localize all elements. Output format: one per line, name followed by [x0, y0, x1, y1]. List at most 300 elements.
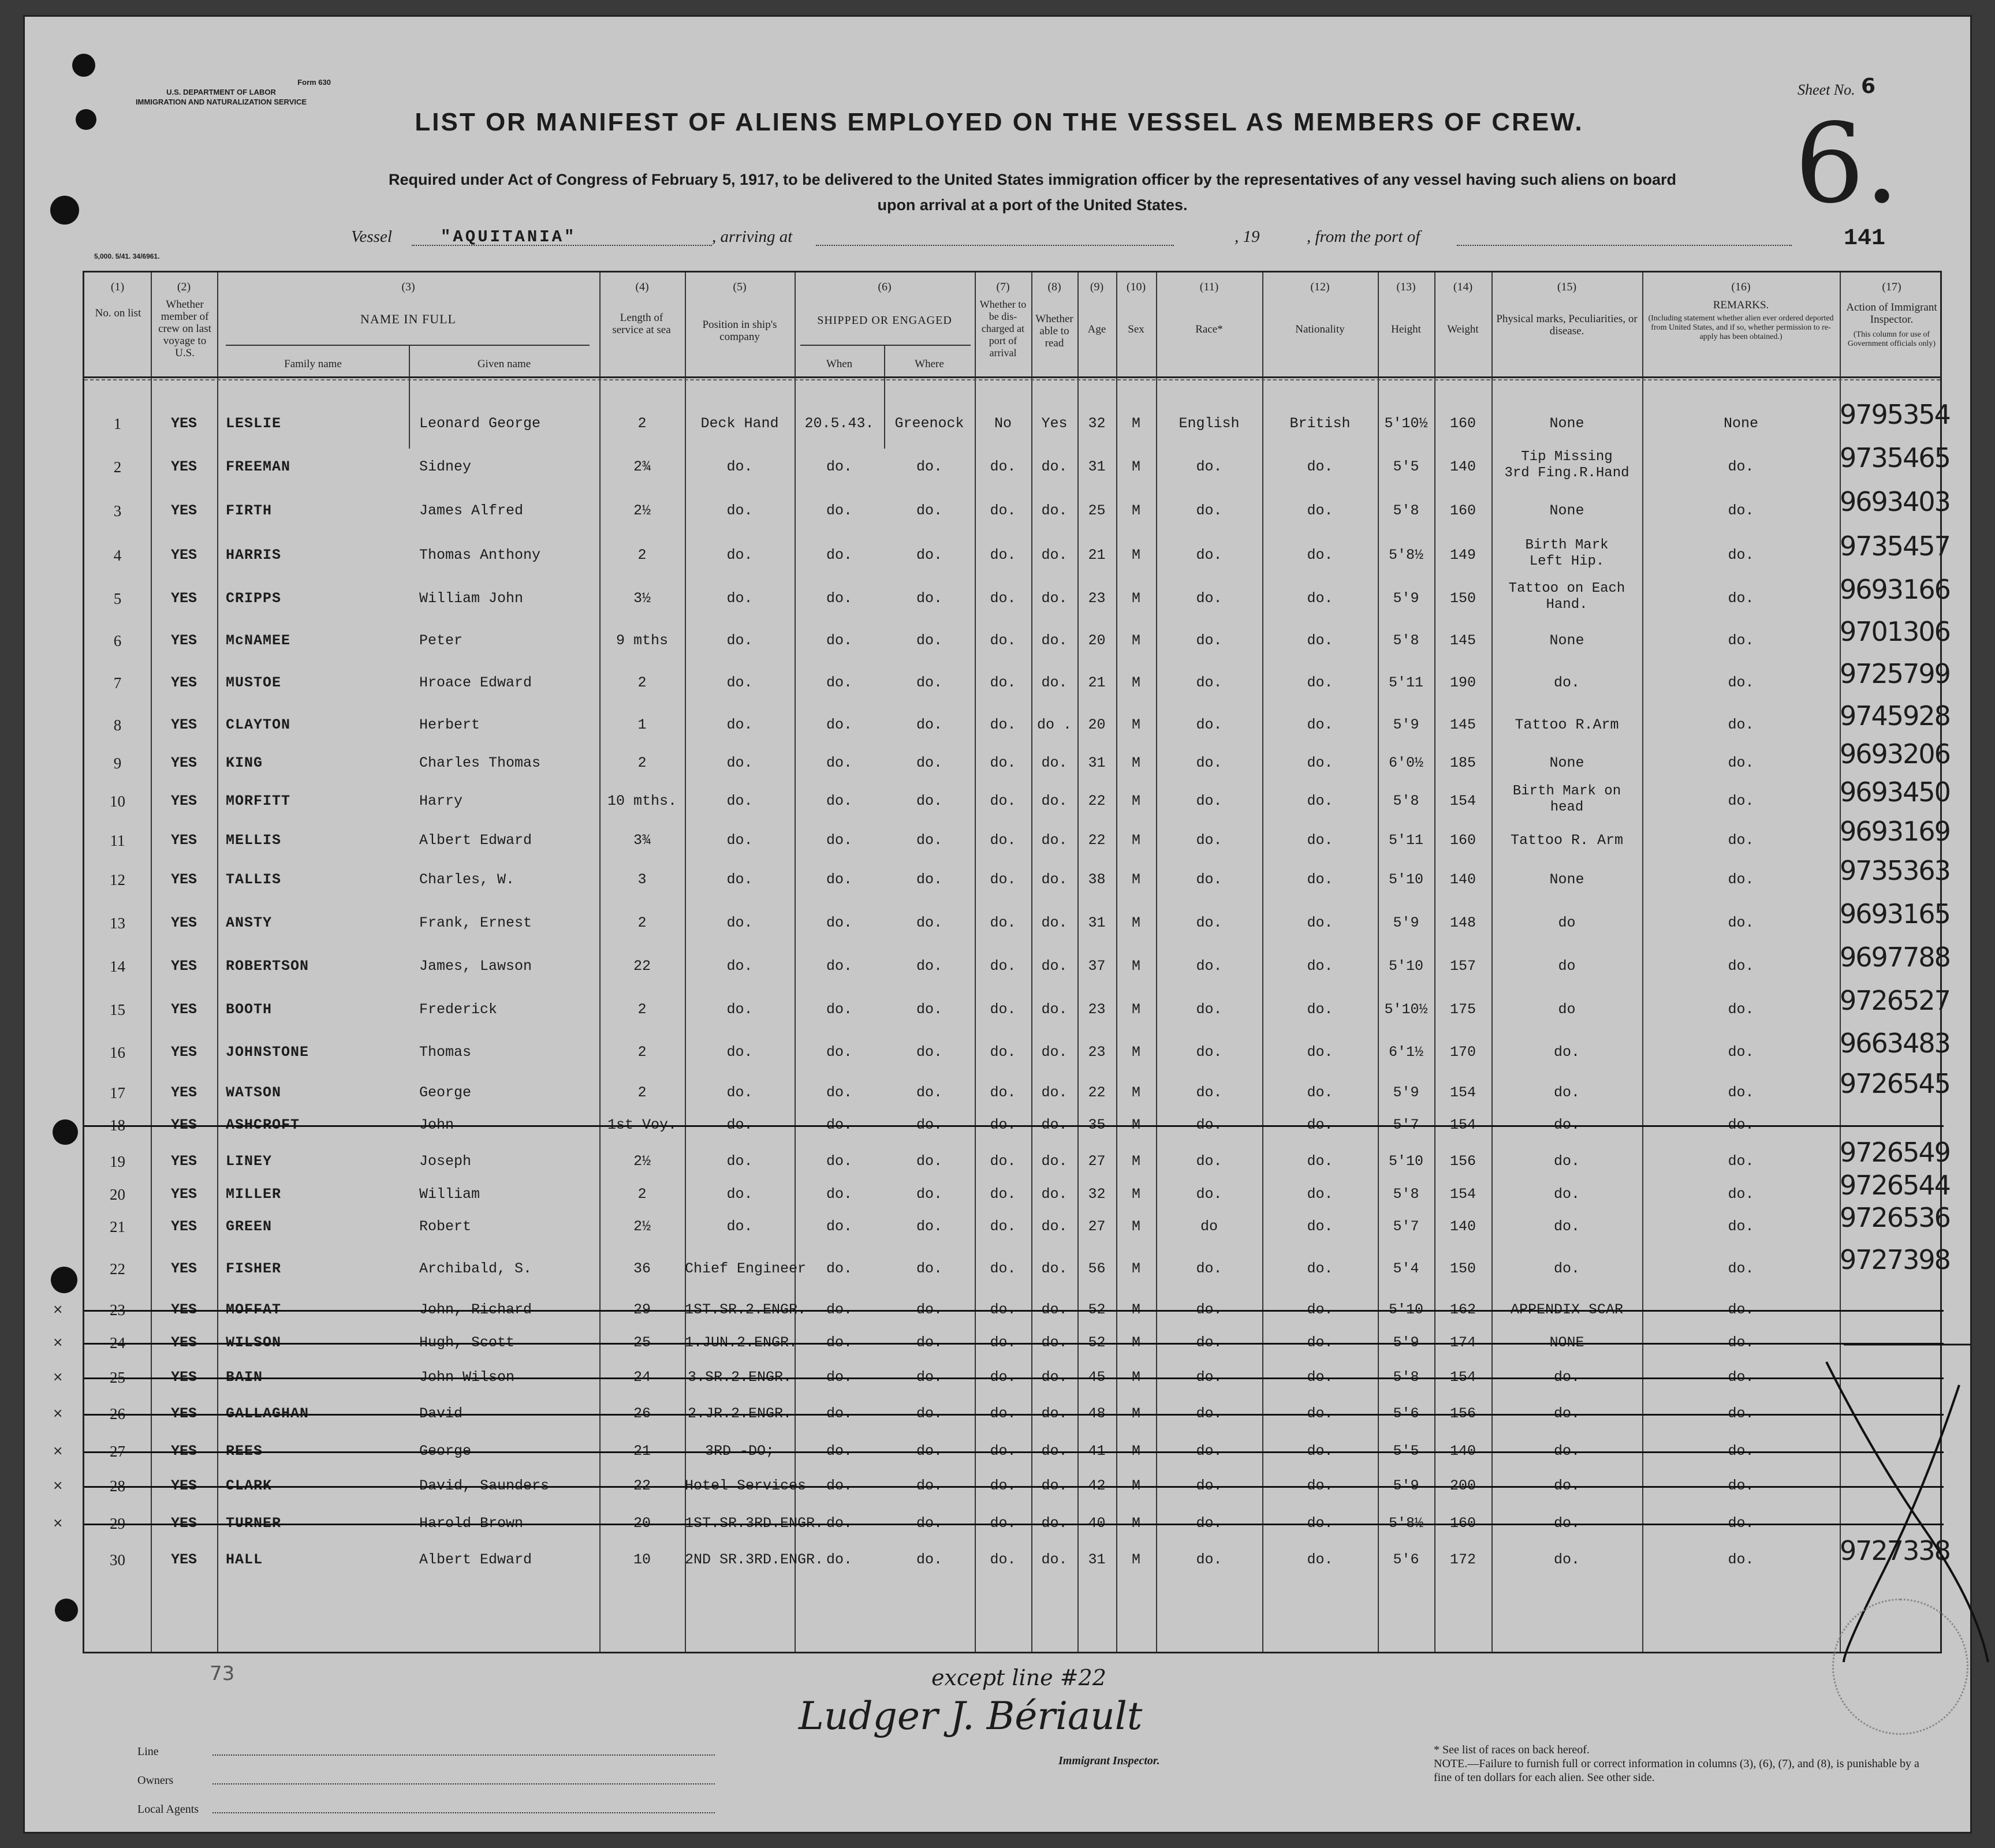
cell-nationality: do.: [1307, 1443, 1333, 1459]
cell-given-name: David: [419, 1405, 463, 1422]
cell-no: 13: [110, 914, 125, 932]
header-bottom-rule: [84, 376, 1940, 378]
cell-length-service: 2½: [633, 1153, 651, 1170]
cell-physical-marks: None: [1549, 871, 1584, 888]
cell-physical-marks: Tattoo R.Arm: [1515, 716, 1619, 733]
header-action: Action of Immigrant Inspector.: [1846, 301, 1937, 326]
cell-age: 32: [1088, 1186, 1106, 1203]
cell-remarks: do.: [1728, 632, 1754, 649]
header-no-on-list: No. on list: [95, 307, 141, 319]
cell-crew-last-voyage: YES: [170, 1153, 197, 1170]
cell-action: 9795354: [1840, 399, 1950, 430]
cell-family-name: FISHER: [226, 1260, 282, 1277]
cell-given-name: Frederick: [419, 1001, 498, 1018]
cell-position: do.: [726, 958, 753, 975]
cell-physical-marks: do.: [1553, 1515, 1580, 1532]
arriving-blank: [816, 245, 1174, 246]
subtitle-line: Required under Act of Congress of February 5, 1917, to be delivered to the United States immigration officer by the representatives of any vessel having such aliens on board: [388, 171, 1677, 188]
cell-action: 9663483: [1840, 1028, 1950, 1059]
cell-height: 5'8: [1393, 793, 1419, 809]
cell-no: 5: [113, 590, 122, 607]
cell-crew-last-voyage: YES: [170, 755, 197, 771]
cell-when: do.: [826, 547, 852, 563]
table-row: [84, 855, 1950, 890]
cell-position: do.: [726, 832, 753, 849]
cell-given-name: John, Richard: [419, 1301, 532, 1318]
cell-race: do.: [1196, 832, 1222, 849]
cell-given-name: George: [419, 1443, 472, 1459]
cell-remarks: do.: [1728, 1044, 1754, 1061]
cell-remarks: do.: [1728, 958, 1754, 975]
cell-family-name: CLAYTON: [226, 716, 291, 733]
cell-nationality: do.: [1307, 1218, 1333, 1235]
print-code: 5,000. 5/41. 34/6961.: [94, 252, 160, 260]
col-number: (6): [878, 281, 892, 293]
cell-length-service: 2: [637, 914, 647, 931]
cell-family-name: TALLIS: [226, 871, 282, 888]
cell-discharged: do.: [990, 1153, 1016, 1170]
margin-x-mark: ×: [53, 1335, 64, 1350]
punch-hole: [55, 1599, 78, 1622]
cell-given-name: Charles, W.: [419, 871, 515, 888]
cell-physical-marks: do.: [1553, 1260, 1580, 1277]
cell-length-service: 3: [637, 871, 647, 888]
cell-no: 22: [110, 1260, 125, 1278]
cell-where: do.: [916, 1044, 942, 1061]
cell-position: do.: [726, 674, 753, 691]
cell-age: 31: [1088, 458, 1106, 475]
cell-nationality: do.: [1307, 632, 1333, 649]
cell-remarks: do.: [1728, 755, 1754, 771]
cell-sex: M: [1131, 1477, 1140, 1494]
cell-action: 9693206: [1840, 738, 1950, 770]
cell-nationality: do.: [1307, 674, 1333, 691]
cell-weight: 140: [1449, 871, 1476, 888]
cell-position: do.: [726, 1218, 753, 1235]
pencil-note: 73: [210, 1662, 235, 1685]
cell-given-name: William John: [419, 590, 524, 607]
table-row: [53, 1476, 1944, 1496]
cell-given-name: Thomas: [419, 1044, 472, 1061]
cell-physical-marks: Tip Missing 3rd Fing.R.Hand: [1504, 449, 1629, 481]
cell-discharged: do.: [990, 1443, 1016, 1459]
strikethrough-line: [84, 1377, 1944, 1379]
cell-given-name: Frank, Ernest: [419, 914, 532, 931]
col-number: (17): [1882, 281, 1901, 293]
cell-remarks: do.: [1728, 1551, 1754, 1568]
cell-weight: 156: [1449, 1405, 1476, 1422]
cell-where: do.: [916, 1369, 942, 1386]
cell-given-name: Robert: [419, 1218, 472, 1235]
cell-where: do.: [916, 1515, 942, 1532]
cell-remarks: do.: [1728, 1515, 1754, 1532]
cell-position: 3.SR.2.ENGR.: [687, 1369, 792, 1386]
cell-weight: 140: [1449, 458, 1476, 475]
cell-race: do.: [1196, 1001, 1222, 1018]
cell-crew-last-voyage: YES: [170, 1218, 197, 1235]
cell-discharged: do.: [990, 755, 1016, 771]
cell-family-name: CRIPPS: [226, 590, 282, 607]
cell-where: do.: [916, 1443, 942, 1459]
cell-height: 5'8½: [1388, 547, 1423, 563]
cell-remarks: do.: [1728, 1001, 1754, 1018]
cell-where: do.: [916, 793, 942, 809]
cell-physical-marks: do: [1558, 914, 1576, 931]
footer-notes: [1434, 1743, 1930, 1784]
cell-length-service: 21: [633, 1443, 651, 1459]
cell-when: do.: [826, 590, 852, 607]
cell-length-service: 36: [633, 1260, 651, 1277]
cell-where: do.: [916, 1001, 942, 1018]
cell-where: do.: [916, 1477, 942, 1494]
cell-family-name: GREEN: [226, 1218, 273, 1235]
cell-weight: 154: [1449, 1084, 1476, 1101]
cell-nationality: do.: [1307, 1260, 1333, 1277]
cell-able-to-read: do.: [1041, 832, 1068, 849]
cell-remarks: do.: [1728, 914, 1754, 931]
cell-physical-marks: do.: [1553, 1218, 1580, 1235]
cell-given-name: Archibald, S.: [419, 1260, 532, 1277]
cell-age: 22: [1088, 793, 1106, 809]
cell-physical-marks: Tattoo on Each Hand.: [1508, 581, 1625, 613]
cell-remarks: do.: [1728, 674, 1754, 691]
punch-hole: [51, 1267, 77, 1293]
cell-when: do.: [826, 793, 852, 809]
cell-remarks: do.: [1728, 1260, 1754, 1277]
cell-weight: 150: [1449, 1260, 1476, 1277]
cell-discharged: do.: [990, 871, 1016, 888]
cell-family-name: HARRIS: [226, 547, 282, 563]
header-position: Position in ship's company: [702, 319, 777, 343]
arriving-label: , arriving at: [712, 227, 793, 246]
cell-where: do.: [916, 832, 942, 849]
col-number: (1): [110, 281, 125, 293]
cell-when: do.: [826, 958, 852, 975]
cell-sex: M: [1131, 1301, 1140, 1318]
cell-physical-marks: Birth Mark Left Hip.: [1525, 537, 1609, 569]
cell-nationality: do.: [1307, 1186, 1333, 1203]
cell-length-service: 22: [633, 1477, 651, 1494]
cell-crew-last-voyage: YES: [170, 1477, 197, 1494]
table-row: [53, 1368, 1944, 1387]
cell-when: do.: [826, 1369, 852, 1386]
cell-remarks: do.: [1728, 1301, 1754, 1318]
cell-family-name: GALLAGHAN: [226, 1405, 309, 1422]
punch-hole: [50, 196, 79, 225]
cell-family-name: McNAMEE: [226, 632, 291, 649]
handwritten-exception-note: except line #22: [931, 1665, 1106, 1690]
cell-able-to-read: do.: [1041, 914, 1068, 931]
cell-weight: 172: [1449, 1551, 1476, 1568]
cell-height: 5'8: [1393, 1186, 1419, 1203]
margin-x-mark: ×: [53, 1516, 64, 1530]
cell-height: 5'9: [1393, 1084, 1419, 1101]
cell-physical-marks: do.: [1553, 1084, 1580, 1101]
cell-race: do.: [1196, 1477, 1222, 1494]
cell-given-name: Peter: [419, 632, 463, 649]
cell-when: do.: [826, 755, 852, 771]
cell-position: 1.JUN.2.ENGR.: [685, 1334, 798, 1351]
cell-able-to-read: do.: [1041, 1405, 1068, 1422]
cell-when: do.: [826, 871, 852, 888]
cell-nationality: do.: [1307, 1405, 1333, 1422]
cell-nationality: do.: [1307, 590, 1333, 607]
cell-crew-last-voyage: YES: [170, 832, 197, 849]
cell-position: do.: [726, 1186, 753, 1203]
cell-sex: M: [1131, 914, 1140, 931]
port-blank: [1457, 245, 1792, 246]
page-subtitle: [325, 167, 1740, 218]
cell-length-service: 10: [633, 1551, 651, 1568]
cell-discharged: do.: [990, 590, 1016, 607]
cell-discharged: do.: [990, 547, 1016, 563]
strikethrough-line: [84, 1310, 1944, 1312]
cell-family-name: ASHCROFT: [226, 1117, 300, 1133]
vessel-name: "AQUITANIA": [441, 227, 577, 247]
cell-physical-marks: do.: [1553, 1044, 1580, 1061]
cell-action: 9726544: [1840, 1170, 1950, 1201]
cell-race: do.: [1196, 716, 1222, 733]
cell-able-to-read: do.: [1041, 1443, 1068, 1459]
header-physical-marks: Physical marks, Peculiarities, or disease.: [1496, 313, 1638, 337]
vessel-line: [325, 227, 1803, 251]
strikethrough-line: [84, 1486, 1944, 1488]
shipped-group-rule: [800, 345, 971, 346]
cell-weight: 150: [1449, 590, 1476, 607]
col-number: (8): [1047, 281, 1061, 293]
cell-race: do.: [1196, 502, 1222, 519]
cell-where: do.: [916, 755, 942, 771]
cell-given-name: Hroace Edward: [419, 674, 532, 691]
cell-family-name: BOOTH: [226, 1001, 273, 1018]
cell-no: 2: [113, 458, 122, 476]
cell-length-service: 1: [637, 716, 647, 733]
cell-height: 5'4: [1393, 1260, 1419, 1277]
cell-where: do.: [916, 1260, 942, 1277]
cell-remarks: do.: [1728, 1084, 1754, 1101]
cell-family-name: MUSTOE: [226, 674, 282, 691]
cell-position: 2.JR.2.ENGR.: [687, 1405, 792, 1422]
cell-when: 20.5.43.: [804, 415, 874, 432]
cell-position: do.: [726, 458, 753, 475]
cell-race: do.: [1196, 1515, 1222, 1532]
cell-no: 15: [110, 1001, 125, 1018]
cell-crew-last-voyage: YES: [170, 1334, 197, 1351]
cell-position: do.: [726, 793, 753, 809]
cell-discharged: do.: [990, 1117, 1016, 1133]
table-row: [84, 1115, 1944, 1135]
cell-length-service: 26: [633, 1405, 651, 1422]
margin-x-mark: ×: [53, 1479, 64, 1493]
cell-action: 9735465: [1840, 442, 1950, 473]
cell-discharged: do.: [990, 632, 1016, 649]
cell-when: do.: [826, 914, 852, 931]
cell-race: do.: [1196, 458, 1222, 475]
cell-able-to-read: do.: [1041, 502, 1068, 519]
cell-race: do.: [1196, 1443, 1222, 1459]
cell-action: 9726549: [1840, 1137, 1950, 1168]
cell-crew-last-voyage: YES: [170, 1301, 197, 1318]
cell-position: Chief Engineer: [685, 1260, 807, 1277]
cell-no: 8: [113, 716, 122, 734]
cell-able-to-read: do .: [1036, 716, 1072, 733]
cell-given-name: George: [419, 1084, 472, 1101]
cell-remarks: do.: [1728, 1369, 1754, 1386]
cell-given-name: Harry: [419, 793, 463, 809]
col-number: (12): [1310, 281, 1330, 293]
cell-age: 42: [1088, 1477, 1106, 1494]
cell-weight: 160: [1449, 1515, 1476, 1532]
cell-race: do.: [1196, 1186, 1222, 1203]
cell-height: 5'11: [1388, 832, 1423, 849]
cell-race: do.: [1196, 1369, 1222, 1386]
cell-given-name: Sidney: [419, 458, 472, 475]
cell-when: do.: [826, 1084, 852, 1101]
cell-family-name: CLARK: [226, 1477, 273, 1494]
cell-when: do.: [826, 1153, 852, 1170]
cell-given-name: Harold Brown: [419, 1515, 524, 1532]
cell-nationality: do.: [1307, 1515, 1333, 1532]
table-row: [84, 658, 1950, 693]
table-row: [53, 1404, 1944, 1424]
cell-sex: M: [1131, 793, 1140, 809]
cell-position: do.: [726, 914, 753, 931]
cell-sex: M: [1131, 1405, 1140, 1422]
cell-given-name: John Wilson: [419, 1369, 515, 1386]
cell-weight: 160: [1449, 415, 1476, 432]
vessel-label: Vessel: [351, 227, 392, 246]
cell-crew-last-voyage: YES: [170, 458, 197, 475]
table-row: [84, 700, 1950, 735]
cell-remarks: do.: [1728, 1117, 1754, 1133]
cell-no: 10: [110, 793, 125, 810]
cell-where: do.: [916, 1405, 942, 1422]
cell-length-service: 9 mths: [616, 632, 668, 649]
cell-nationality: do.: [1307, 716, 1333, 733]
cell-nationality: do.: [1307, 1551, 1333, 1568]
cell-age: 38: [1088, 871, 1106, 888]
cell-when: do.: [826, 502, 852, 519]
cell-crew-last-voyage: YES: [170, 1551, 197, 1568]
cell-weight: 200: [1449, 1477, 1476, 1494]
cell-able-to-read: do.: [1041, 632, 1068, 649]
cell-sex: M: [1131, 1044, 1140, 1061]
cell-remarks: do.: [1728, 1218, 1754, 1235]
cell-when: do.: [826, 674, 852, 691]
cell-able-to-read: do.: [1041, 458, 1068, 475]
header-family-name: Family name: [284, 358, 342, 370]
cell-age: 35: [1088, 1117, 1106, 1133]
cell-length-service: 25: [633, 1334, 651, 1351]
table-row: [84, 1170, 1950, 1204]
cell-age: 31: [1088, 1551, 1106, 1568]
cell-when: do.: [826, 1443, 852, 1459]
cell-when: do.: [826, 1301, 852, 1318]
cell-physical-marks: NONE: [1549, 1334, 1584, 1351]
strikethrough-line: [84, 1451, 1944, 1453]
cell-able-to-read: do.: [1041, 1301, 1068, 1318]
cell-no: 12: [110, 871, 125, 888]
cell-family-name: MOFFAT: [226, 1301, 282, 1318]
cell-length-service: 2: [637, 415, 647, 432]
cell-age: 41: [1088, 1443, 1106, 1459]
table-row: [84, 486, 1950, 521]
cell-when: do.: [826, 1477, 852, 1494]
table-row: [84, 616, 1950, 651]
manifest-page: [23, 15, 1972, 1834]
cell-no: 6: [113, 632, 122, 649]
cell-family-name: ANSTY: [226, 914, 273, 931]
strikethrough-line: [84, 1125, 1944, 1127]
cell-nationality: do.: [1307, 871, 1333, 888]
cell-no: 28: [110, 1477, 125, 1495]
cell-action: 9693166: [1840, 574, 1950, 605]
cell-sex: M: [1131, 1084, 1140, 1101]
cell-where: do.: [916, 547, 942, 563]
cell-physical-marks: do.: [1553, 1117, 1580, 1133]
cell-family-name: HALL: [226, 1551, 263, 1568]
cell-physical-marks: do.: [1553, 1443, 1580, 1459]
header-where: Where: [915, 358, 944, 370]
margin-x-mark: ×: [53, 1444, 64, 1458]
cell-age: 45: [1088, 1369, 1106, 1386]
cell-discharged: do.: [990, 1084, 1016, 1101]
cell-physical-marks: do.: [1553, 1369, 1580, 1386]
header-given-name: Given name: [477, 358, 531, 370]
cell-race: do.: [1196, 1260, 1222, 1277]
cell-length-service: 3¾: [633, 832, 651, 849]
cell-physical-marks: None: [1549, 415, 1584, 432]
cell-discharged: do.: [990, 1301, 1016, 1318]
col-number: (14): [1453, 281, 1473, 293]
cell-crew-last-voyage: YES: [170, 547, 197, 563]
header-remarks: REMARKS.: [1713, 299, 1769, 311]
cell-sex: M: [1131, 1218, 1140, 1235]
col-number: (11): [1199, 281, 1219, 293]
cell-length-service: 29: [633, 1301, 651, 1318]
col-number: (4): [635, 281, 649, 293]
cell-height: 5'9: [1393, 914, 1419, 931]
cell-sex: M: [1131, 1515, 1140, 1532]
form-identification: [94, 77, 348, 107]
cell-race: do.: [1196, 1551, 1222, 1568]
cell-length-service: 3½: [633, 590, 651, 607]
cell-action: 9693403: [1840, 486, 1950, 517]
cell-when: do.: [826, 1001, 852, 1018]
cell-discharged: do.: [990, 1001, 1016, 1018]
cell-race: do.: [1196, 1334, 1222, 1351]
cell-nationality: do.: [1307, 1334, 1333, 1351]
cell-when: do.: [826, 1515, 852, 1532]
cell-when: do.: [826, 1551, 852, 1568]
cell-sex: M: [1131, 1260, 1140, 1277]
cell-position: do.: [726, 1001, 753, 1018]
header-rule: [84, 379, 1940, 380]
cell-where: do.: [916, 590, 942, 607]
agents-label: Local Agents: [137, 1803, 199, 1816]
cell-height: 5'8½: [1388, 1515, 1423, 1532]
margin-x-mark: ×: [53, 1370, 64, 1384]
cell-able-to-read: do.: [1041, 1117, 1068, 1133]
cell-sex: M: [1131, 1334, 1140, 1351]
col-number: (7): [996, 281, 1010, 293]
cell-action: 9726545: [1840, 1068, 1950, 1099]
cell-length-service: 2: [637, 1044, 647, 1061]
cell-age: 20: [1088, 632, 1106, 649]
cell-action: 9727338: [1840, 1535, 1950, 1566]
cell-position: Hotel Services: [685, 1477, 807, 1494]
cell-length-service: 20: [633, 1515, 651, 1532]
